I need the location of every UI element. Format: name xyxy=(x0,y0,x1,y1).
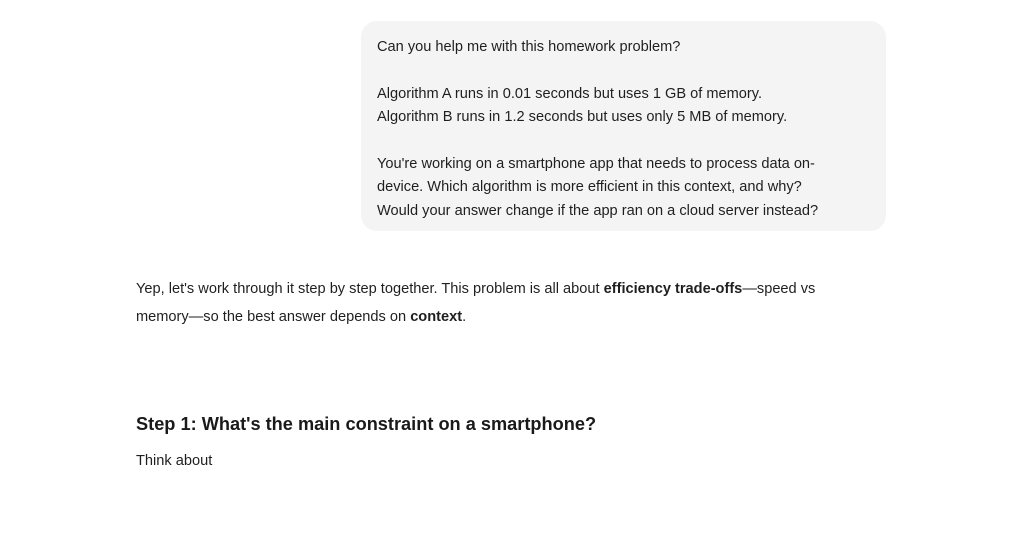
intro-text: . xyxy=(462,308,467,325)
paragraph-gap xyxy=(377,130,870,153)
user-message-line: Algorithm A runs in 0.01 seconds but uses 1 GB of memory. xyxy=(377,85,763,102)
intro-bold-text: context xyxy=(410,308,463,325)
intro-text: Yep, let's work through it step by step together. This problem is all about xyxy=(136,281,604,297)
assistant-intro-paragraph xyxy=(136,276,896,331)
user-message-line: device. Which algorithm is more efficient in this context, and why? xyxy=(377,179,802,195)
assistant-message xyxy=(136,276,896,331)
intro-text: —speed vs xyxy=(742,281,816,297)
user-message-line: Algorithm B runs in 1.2 seconds but uses only 5 MB of memory. xyxy=(377,109,788,125)
user-message-line: You're working on a smartphone app that needs to process data on- xyxy=(377,155,815,172)
user-message-bubble xyxy=(361,21,886,231)
intro-text: memory—so the best answer depends on xyxy=(136,308,411,325)
user-message-line: Would your answer change if the app ran on a cloud server instead? xyxy=(377,202,819,219)
intro-bold-text: efficiency trade-offs xyxy=(603,281,743,297)
user-message-line: Can you help me with this homework problem? xyxy=(377,39,681,55)
step-1-heading: Step 1: What's the main constraint on a smartphone? xyxy=(136,414,597,434)
step-1-text: Think about xyxy=(136,453,213,469)
paragraph-gap xyxy=(377,60,870,83)
